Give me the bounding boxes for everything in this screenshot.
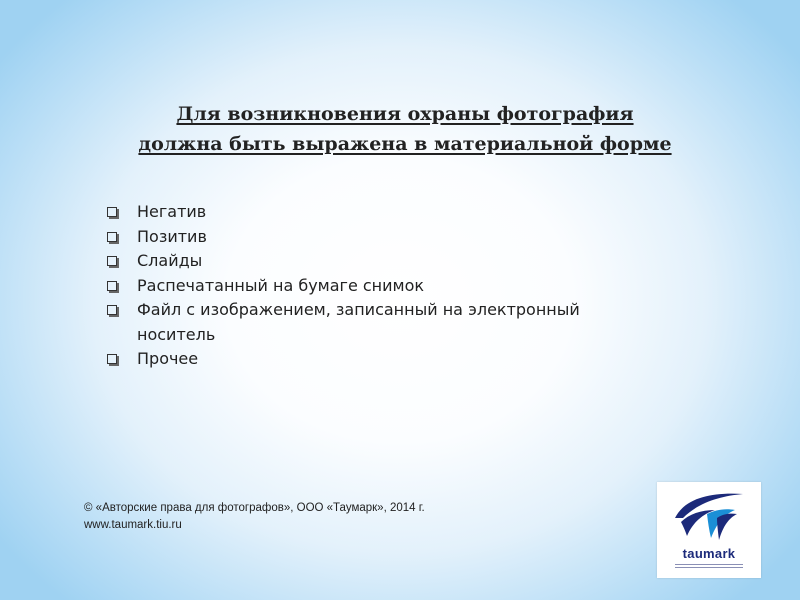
taumark-logo xyxy=(657,482,761,578)
checkbox-bullet-icon xyxy=(107,305,117,315)
copyright-text: © «Авторские права для фотографов», ООО «Таумарк», 2014 г. xyxy=(84,502,425,514)
checkbox-bullet-icon xyxy=(107,232,117,242)
footer-copyright xyxy=(84,500,425,534)
list-item-text: Файл с изображением, записанный на электронный носитель xyxy=(137,300,580,344)
bullet-list xyxy=(103,200,663,372)
slide-title xyxy=(80,99,730,159)
checkbox-bullet-icon xyxy=(107,354,117,364)
website-link[interactable]: www.taumark.tiu.ru xyxy=(84,519,182,531)
checkbox-bullet-icon xyxy=(107,281,117,291)
checkbox-bullet-icon xyxy=(107,207,117,217)
list-item xyxy=(103,249,663,274)
slide-title-line-1: Для возникновения охраны фотография xyxy=(176,103,634,125)
taumark-logo-icon xyxy=(671,488,747,546)
checkbox-bullet-icon xyxy=(107,256,117,266)
logo-name: taumark xyxy=(682,546,736,561)
list-item-text: Позитив xyxy=(137,226,207,246)
list-item xyxy=(103,298,663,347)
list-item xyxy=(103,200,663,225)
slide-title-line-2: должна быть выражена в материальной форме xyxy=(138,133,672,155)
list-item-text: Слайды xyxy=(137,251,203,270)
logo-tagline-lines xyxy=(675,564,743,570)
list-item-text: Прочее xyxy=(137,349,199,368)
list-item-text: Распечатанный на бумаге снимок xyxy=(137,275,425,295)
list-item xyxy=(103,225,663,250)
list-item-text: Негатив xyxy=(137,202,207,221)
list-item xyxy=(103,347,663,372)
list-item xyxy=(103,274,663,299)
